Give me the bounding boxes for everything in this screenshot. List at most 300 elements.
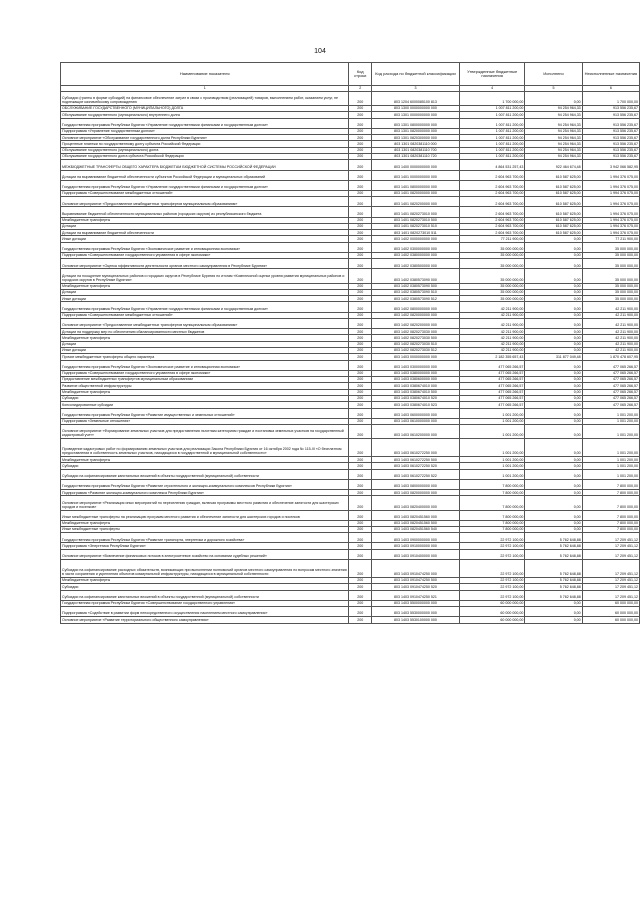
- row-line-code: 200: [349, 217, 372, 223]
- row-line-code: 200: [349, 526, 372, 532]
- row-unexecuted: 35 000 000,00: [582, 242, 639, 252]
- header-unexecuted: Неисполненные назначения: [582, 63, 639, 86]
- row-unexecuted: 17 209 451,12: [582, 590, 639, 600]
- row-executed: 0,00: [525, 236, 582, 242]
- table-row: [61, 180, 640, 190]
- row-name: Межбюджетные трансферты: [61, 389, 349, 395]
- row-classification-code: 803 1400 0000000000 000: [371, 160, 459, 170]
- row-unexecuted: 3 942 066 582,95: [582, 160, 639, 170]
- row-classification-code: 803 1403 0600000000 000: [371, 408, 459, 418]
- row-classification-code: 803 1403 0610272250 000: [371, 439, 459, 457]
- row-line-code: 200: [349, 584, 372, 590]
- row-unexecuted: 1 994 376 075,00: [582, 170, 639, 180]
- row-executed: 5 762 648,88: [525, 559, 582, 577]
- row-name: Субсидии: [61, 463, 349, 469]
- row-classification-code: 803 1401 0820273010 511: [371, 230, 459, 236]
- row-executed: 610 587 625,00: [525, 180, 582, 190]
- row-executed: 0,00: [525, 252, 582, 258]
- row-classification-code: 803 1301 0820300000 000: [371, 135, 459, 141]
- row-name: Субсидии (гранты в форме субсидий) на финансовое обеспечение затрат в связи с производством (реализацией) товаров, выполнением работ, оказанием услуг, не подлежащие казначейскому сопровождению: [61, 92, 349, 106]
- row-classification-code: 803 1403 0910474250 521: [371, 590, 459, 600]
- column-number: 2: [349, 86, 372, 92]
- column-number: 5: [525, 86, 582, 92]
- row-classification-code: 803 1403 5500000000 000: [371, 600, 459, 606]
- row-name: Подпрограмма «Управление государственным долгом»: [61, 128, 349, 134]
- row-name: Иные межбюджетные трансферты на реализацию программ местного развития и обеспечение занятости для шахтерских городов и поселков: [61, 510, 349, 520]
- row-name: Дотации: [61, 223, 349, 229]
- row-classification-code: 803 1403 0610000000 000: [371, 418, 459, 424]
- row-unexecuted: 35 000 000,00: [582, 252, 639, 258]
- row-line-code: 200: [349, 577, 372, 583]
- row-approved: 42 211 900,00: [459, 348, 524, 354]
- row-executed: 0,00: [525, 496, 582, 510]
- row-executed: 0,00: [525, 607, 582, 617]
- row-line-code: 200: [349, 289, 372, 295]
- row-approved: 2 604 963 700,00: [459, 180, 524, 190]
- row-line-code: 200: [349, 463, 372, 469]
- row-unexecuted: 1 994 376 075,00: [582, 197, 639, 207]
- row-approved: 477 065 266,57: [459, 377, 524, 383]
- row-approved: 477 065 266,57: [459, 360, 524, 370]
- row-approved: 7 800 000,00: [459, 510, 524, 520]
- row-approved: 77 211 900,00: [459, 236, 524, 242]
- row-name: Государственная программа Республики Бурятия «Экономическое развитие и инновационная экономика»: [61, 242, 349, 252]
- row-line-code: 200: [349, 296, 372, 302]
- row-executed: 0,00: [525, 425, 582, 439]
- row-line-code: 200: [349, 418, 372, 424]
- row-classification-code: 803 1402 0800000000 000: [371, 302, 459, 312]
- row-line-code: 200: [349, 389, 372, 395]
- row-name: Проведение кадастровых работ по формированию земельных участков для реализации Закона Республики Бурятия от 16 октября 2002 года № 115-III «О бесплатном предоставлении в собственность земельных участков, находящихся в государственной и муниципальной собственности»: [61, 439, 349, 457]
- row-unexecuted: 1 994 376 075,00: [582, 230, 639, 236]
- row-unexecuted: 913 556 235,67: [582, 154, 639, 160]
- row-line-code: 200: [349, 479, 372, 489]
- table-row: [61, 617, 640, 623]
- row-name: Основное мероприятие «Оценка эффективности деятельности органов местного самоуправления в Республике Бурятия»: [61, 259, 349, 269]
- table-row: [61, 408, 640, 418]
- row-line-code: 200: [349, 425, 372, 439]
- row-classification-code: 803 1402 0380573090 510: [371, 289, 459, 295]
- row-executed: 5 762 648,88: [525, 584, 582, 590]
- row-line-code: 200: [349, 490, 372, 496]
- row-executed: 0,00: [525, 520, 582, 526]
- row-executed: 0,00: [525, 318, 582, 328]
- row-name: Обслуживание государственного (муниципального) долга: [61, 147, 349, 153]
- row-unexecuted: 477 065 266,57: [582, 395, 639, 401]
- row-line-code: 200: [349, 92, 372, 106]
- row-executed: 0,00: [525, 617, 582, 623]
- row-classification-code: 803 1401 0000000000 000: [371, 170, 459, 180]
- row-executed: 94 254 964,33: [525, 128, 582, 134]
- row-executed: 0,00: [525, 510, 582, 520]
- row-executed: 0,00: [525, 312, 582, 318]
- table-row: [61, 197, 640, 207]
- row-name: Государственная программа Республики Бурятия «Управление государственными финансами и государственным долгом»: [61, 118, 349, 128]
- row-line-code: 200: [349, 135, 372, 141]
- row-approved: 2 604 963 700,00: [459, 207, 524, 217]
- row-classification-code: 803 1403 0910474250 000: [371, 559, 459, 577]
- row-classification-code: 803 1403 0610272250 520: [371, 463, 459, 469]
- row-unexecuted: 60 000 000,00: [582, 617, 639, 623]
- row-unexecuted: 7 800 000,00: [582, 510, 639, 520]
- row-classification-code: 803 1301 0000000000 000: [371, 112, 459, 118]
- row-approved: 1 700 000,00: [459, 92, 524, 106]
- row-executed: 5 762 648,88: [525, 533, 582, 543]
- row-name: Межбюджетные трансферты: [61, 335, 349, 341]
- row-unexecuted: 1 870 478 607,95: [582, 354, 639, 360]
- row-line-code: 200: [349, 457, 372, 463]
- row-unexecuted: 7 800 000,00: [582, 479, 639, 489]
- row-name: Основное мероприятие «Реализация иных мероприятий по переселению граждан, включая программы местного развития и обеспечение занятости для шахтерских городов и поселков»: [61, 496, 349, 510]
- row-approved: 1 007 811 200,00: [459, 141, 524, 147]
- row-line-code: 200: [349, 370, 372, 376]
- row-line-code: 200: [349, 520, 372, 526]
- table-row: [61, 170, 640, 180]
- table-row: [61, 118, 640, 128]
- table-body: [61, 92, 640, 624]
- row-name: Дотации на поддержку мер по обеспечению сбалансированности местных бюджетов: [61, 329, 349, 335]
- row-line-code: 200: [349, 106, 372, 112]
- row-approved: 22 972 100,00: [459, 549, 524, 559]
- row-name: Подпрограмма «Земельные отношения»: [61, 418, 349, 424]
- row-classification-code: 803 1403 0820400000 000: [371, 496, 459, 510]
- row-executed: 0,00: [525, 490, 582, 496]
- row-executed: 94 254 964,33: [525, 106, 582, 112]
- row-executed: 610 587 625,00: [525, 190, 582, 196]
- row-executed: 0,00: [525, 348, 582, 354]
- row-classification-code: 803 1402 0820000000 000: [371, 312, 459, 318]
- header-approved: Утвержденные бюджетные назначения: [459, 63, 524, 86]
- row-approved: 42 211 900,00: [459, 302, 524, 312]
- row-classification-code: 803 1403 0610200000 000: [371, 425, 459, 439]
- row-name: Дотации на выравнивание бюджетной обеспеченности субъектов Российской Федерации и муниципальных образований: [61, 170, 349, 180]
- row-unexecuted: 1 001 200,00: [582, 425, 639, 439]
- row-name: Основное мероприятие «Вовлечение финансовых потоков в электросетевое хозяйство на основании судебных решений»: [61, 549, 349, 559]
- row-classification-code: 803 1403 5530000000 000: [371, 607, 459, 617]
- row-line-code: 200: [349, 223, 372, 229]
- row-classification-code: 803 1403 0610272250 522: [371, 469, 459, 479]
- row-classification-code: 803 1403 0900000000 000: [371, 533, 459, 543]
- row-name: Основное мероприятие «Предоставление межбюджетных трансфертов муниципальным образованиям»: [61, 197, 349, 207]
- table-row: [61, 479, 640, 489]
- row-line-code: 200: [349, 318, 372, 328]
- row-approved: 1 001 200,00: [459, 439, 524, 457]
- row-unexecuted: 7 800 000,00: [582, 496, 639, 510]
- row-unexecuted: 1 994 376 075,00: [582, 207, 639, 217]
- row-line-code: 200: [349, 112, 372, 118]
- row-approved: 60 000 000,00: [459, 607, 524, 617]
- row-unexecuted: 1 001 200,00: [582, 408, 639, 418]
- row-name: Субсидии на софинансирование капитальных вложений в объекты государственной (муниципальной) собственности: [61, 469, 349, 479]
- row-line-code: 200: [349, 377, 372, 383]
- table-row: [61, 510, 640, 520]
- header-name: Наименование показателя: [61, 63, 349, 86]
- row-line-code: 200: [349, 383, 372, 389]
- row-approved: 2 604 963 700,00: [459, 190, 524, 196]
- row-unexecuted: 913 556 235,67: [582, 118, 639, 128]
- row-executed: 610 587 625,00: [525, 230, 582, 236]
- header-executed: Исполнено: [525, 63, 582, 86]
- table-row: [61, 259, 640, 269]
- row-unexecuted: 35 000 000,00: [582, 259, 639, 269]
- row-classification-code: 803 1403 0820451560 000: [371, 510, 459, 520]
- row-unexecuted: 35 000 000,00: [582, 269, 639, 283]
- row-line-code: 200: [349, 269, 372, 283]
- row-unexecuted: 1 001 200,00: [582, 463, 639, 469]
- row-approved: 7 800 000,00: [459, 479, 524, 489]
- row-name: Подпрограмма «Совершенствование государственного управления в сфере экономики»: [61, 252, 349, 258]
- row-approved: 7 800 000,00: [459, 496, 524, 510]
- row-classification-code: 803 1403 0910474250 500: [371, 577, 459, 583]
- row-classification-code: 803 1401 0820273010 510: [371, 223, 459, 229]
- row-name: Процентные платежи по государственному долгу субъекта Российской Федерации: [61, 141, 349, 147]
- row-executed: 0,00: [525, 457, 582, 463]
- row-name: Прочие межбюджетные трансферты общего характера: [61, 354, 349, 360]
- row-approved: 1 007 811 200,00: [459, 154, 524, 160]
- row-name: Государственная программа Республики Бурятия «Совершенствование государственного управления»: [61, 600, 349, 606]
- row-classification-code: 803 1403 0380600000 000: [371, 377, 459, 383]
- row-name: Межбюджетные трансферты: [61, 457, 349, 463]
- row-executed: 0,00: [525, 418, 582, 424]
- row-unexecuted: 913 556 235,67: [582, 147, 639, 153]
- row-line-code: 200: [349, 335, 372, 341]
- row-executed: 0,00: [525, 469, 582, 479]
- row-classification-code: 803 1403 0380674010 000: [371, 383, 459, 389]
- row-approved: 1 001 200,00: [459, 469, 524, 479]
- row-classification-code: 803 1403 0820000000 000: [371, 490, 459, 496]
- row-line-code: 200: [349, 617, 372, 623]
- row-unexecuted: 1 001 200,00: [582, 418, 639, 424]
- row-name: Дотации: [61, 341, 349, 347]
- row-unexecuted: 17 209 451,12: [582, 577, 639, 583]
- row-line-code: 200: [349, 312, 372, 318]
- row-approved: 477 065 266,57: [459, 402, 524, 408]
- row-classification-code: 803 1401 0820200000 000: [371, 197, 459, 207]
- row-approved: 477 065 266,57: [459, 395, 524, 401]
- row-name: Государственная программа Республики Бурятия «Экономическое развитие и инновационная экономика»: [61, 360, 349, 370]
- table-header-row: [61, 63, 640, 86]
- row-unexecuted: 477 065 266,57: [582, 360, 639, 370]
- row-approved: 22 972 100,00: [459, 543, 524, 549]
- row-line-code: 200: [349, 141, 372, 147]
- row-classification-code: 803 1301 0820381110 000: [371, 141, 459, 147]
- row-approved: 1 001 200,00: [459, 457, 524, 463]
- row-classification-code: 803 1403 0820451560 540: [371, 526, 459, 532]
- row-approved: 1 007 811 200,00: [459, 147, 524, 153]
- row-approved: 2 604 963 700,00: [459, 170, 524, 180]
- row-classification-code: 803 1403 0610272250 500: [371, 457, 459, 463]
- row-executed: 0,00: [525, 402, 582, 408]
- row-executed: 0,00: [525, 370, 582, 376]
- row-line-code: 200: [349, 154, 372, 160]
- row-name: Иные дотации: [61, 348, 349, 354]
- row-name: Субсидии на софинансирование расходных обязательств, возникающих при выполнении полномочий органов местного самоуправления по вопросам местного значения в части сохранения и укрепления объектов коммунальной инфраструктуры, находящихся в муниципальной собственности: [61, 559, 349, 577]
- row-approved: 35 000 000,00: [459, 269, 524, 283]
- row-executed: 0,00: [525, 479, 582, 489]
- row-line-code: 200: [349, 259, 372, 269]
- row-classification-code: 803 1403 0820451560 500: [371, 520, 459, 526]
- row-approved: 42 211 900,00: [459, 318, 524, 328]
- table-row: [61, 559, 640, 577]
- row-line-code: 200: [349, 600, 372, 606]
- row-classification-code: 803 1403 0800000000 000: [371, 479, 459, 489]
- row-unexecuted: 1 994 376 075,00: [582, 223, 639, 229]
- row-unexecuted: 1 994 376 075,00: [582, 217, 639, 223]
- row-classification-code: 803 1402 0380573090 500: [371, 283, 459, 289]
- row-unexecuted: 477 065 266,57: [582, 377, 639, 383]
- row-executed: 0,00: [525, 395, 582, 401]
- column-number: 6: [582, 86, 639, 92]
- table-row: [61, 439, 640, 457]
- row-approved: 35 000 000,00: [459, 242, 524, 252]
- row-executed: 0,00: [525, 92, 582, 106]
- row-classification-code: 803 1403 0910400000 000: [371, 549, 459, 559]
- row-classification-code: 803 1402 0380573090 000: [371, 269, 459, 283]
- row-unexecuted: 1 700 000,00: [582, 92, 639, 106]
- row-unexecuted: 42 211 900,00: [582, 335, 639, 341]
- row-line-code: 200: [349, 549, 372, 559]
- table-row: [61, 302, 640, 312]
- row-unexecuted: 913 556 235,67: [582, 112, 639, 118]
- row-approved: 1 007 811 200,00: [459, 112, 524, 118]
- row-name: Субсидии на софинансирование капитальных вложений в объекты государственной (муниципальной) собственности: [61, 590, 349, 600]
- row-classification-code: 803 1403 0000000000 000: [371, 354, 459, 360]
- row-line-code: 200: [349, 197, 372, 207]
- row-approved: 42 211 900,00: [459, 335, 524, 341]
- row-name: Подпрограмма «Совершенствование государственного управления в сфере экономики»: [61, 370, 349, 376]
- row-classification-code: 803 1301 0820381110 720: [371, 154, 459, 160]
- row-name: Государственная программа Республики Бурятия «Развитие транспорта, энергетики и дорожного хозяйства»: [61, 533, 349, 543]
- row-line-code: 200: [349, 510, 372, 520]
- row-approved: 2 604 963 700,00: [459, 197, 524, 207]
- row-classification-code: 803 1403 0300000000 000: [371, 360, 459, 370]
- row-unexecuted: 913 556 235,67: [582, 106, 639, 112]
- row-name: Иные межбюджетные трансферты: [61, 526, 349, 532]
- row-unexecuted: 35 000 000,00: [582, 296, 639, 302]
- row-approved: 1 007 811 200,00: [459, 106, 524, 112]
- row-line-code: 200: [349, 242, 372, 252]
- row-approved: 42 211 900,00: [459, 341, 524, 347]
- row-name: Субсидии: [61, 584, 349, 590]
- column-number: 3: [371, 86, 459, 92]
- row-executed: 0,00: [525, 463, 582, 469]
- row-name: Межбюджетные трансферты: [61, 577, 349, 583]
- row-line-code: 200: [349, 252, 372, 258]
- row-classification-code: 803 1401 0820273010 000: [371, 207, 459, 217]
- row-unexecuted: 42 211 900,00: [582, 318, 639, 328]
- row-name: Выравнивание бюджетной обеспеченности муниципальных районов (городских округов) из республиканского бюджета: [61, 207, 349, 217]
- row-name: Основное мероприятие «Предоставление межбюджетных трансфертов муниципальным образованиям»: [61, 318, 349, 328]
- row-unexecuted: 60 000 000,00: [582, 600, 639, 606]
- row-approved: 477 065 266,57: [459, 370, 524, 376]
- row-name: Обслуживание государственного (муниципального) внутреннего долга: [61, 112, 349, 118]
- row-unexecuted: 60 000 000,00: [582, 607, 639, 617]
- row-executed: 94 254 964,33: [525, 112, 582, 118]
- table-row: [61, 318, 640, 328]
- row-approved: 1 007 811 200,00: [459, 135, 524, 141]
- row-unexecuted: 7 800 000,00: [582, 520, 639, 526]
- row-classification-code: 803 1402 0820273030 000: [371, 329, 459, 335]
- row-unexecuted: 913 556 235,67: [582, 128, 639, 134]
- row-name: Межбюджетные трансферты: [61, 520, 349, 526]
- row-approved: 60 000 000,00: [459, 600, 524, 606]
- row-unexecuted: 35 000 000,00: [582, 283, 639, 289]
- row-classification-code: 803 1402 0380573090 512: [371, 296, 459, 302]
- row-classification-code: 803 1301 0820000000 000: [371, 128, 459, 134]
- row-unexecuted: 42 211 900,00: [582, 348, 639, 354]
- row-line-code: 200: [349, 341, 372, 347]
- row-name: Дотации на выравнивание бюджетной обеспеченности: [61, 230, 349, 236]
- table-row: [61, 242, 640, 252]
- row-classification-code: 803 1403 5530100000 000: [371, 617, 459, 623]
- row-approved: 35 000 000,00: [459, 289, 524, 295]
- row-executed: 0,00: [525, 600, 582, 606]
- row-name: Иные дотации: [61, 296, 349, 302]
- row-name: Государственная программа Республики Бурятия «Управление государственными финансами и государственным долгом»: [61, 180, 349, 190]
- row-executed: 5 762 648,88: [525, 590, 582, 600]
- row-executed: 5 762 648,88: [525, 549, 582, 559]
- row-name: Государственная программа Республики Бурятия «Развитие строительного и жилищно-коммунального комплексов Республики Бурятия»: [61, 479, 349, 489]
- row-executed: 5 762 648,88: [525, 543, 582, 549]
- row-classification-code: 803 1402 0820200000 000: [371, 318, 459, 328]
- row-executed: 94 254 964,33: [525, 154, 582, 160]
- row-executed: 0,00: [525, 296, 582, 302]
- row-executed: 0,00: [525, 335, 582, 341]
- table-row: [61, 269, 640, 283]
- row-executed: 922 464 674,48: [525, 160, 582, 170]
- row-unexecuted: 35 000 000,00: [582, 289, 639, 295]
- row-unexecuted: 477 065 266,57: [582, 370, 639, 376]
- row-line-code: 200: [349, 180, 372, 190]
- row-name: Иные дотации: [61, 236, 349, 242]
- row-classification-code: 803 1403 0380674010 500: [371, 389, 459, 395]
- table-row: [61, 607, 640, 617]
- row-executed: 0,00: [525, 289, 582, 295]
- row-executed: 94 254 964,33: [525, 147, 582, 153]
- row-executed: 311 877 049,48: [525, 354, 582, 360]
- row-approved: 1 007 811 200,00: [459, 128, 524, 134]
- row-executed: 0,00: [525, 259, 582, 269]
- table-row: [61, 496, 640, 510]
- row-approved: 2 604 963 700,00: [459, 223, 524, 229]
- row-line-code: 200: [349, 395, 372, 401]
- row-classification-code: 803 1403 0910474250 520: [371, 584, 459, 590]
- row-approved: 22 972 100,00: [459, 590, 524, 600]
- row-line-code: 200: [349, 207, 372, 217]
- row-unexecuted: 42 211 900,00: [582, 329, 639, 335]
- row-executed: 0,00: [525, 408, 582, 418]
- row-line-code: 200: [349, 230, 372, 236]
- row-line-code: 200: [349, 533, 372, 543]
- row-line-code: 200: [349, 329, 372, 335]
- row-line-code: 200: [349, 439, 372, 457]
- table-row: [61, 160, 640, 170]
- row-executed: 0,00: [525, 242, 582, 252]
- row-approved: 2 182 355 657,43: [459, 354, 524, 360]
- row-approved: 35 000 000,00: [459, 296, 524, 302]
- row-line-code: 200: [349, 302, 372, 312]
- row-line-code: 200: [349, 190, 372, 196]
- row-approved: 22 972 100,00: [459, 577, 524, 583]
- header-code: Код строки: [349, 63, 372, 86]
- row-unexecuted: 7 800 000,00: [582, 490, 639, 496]
- row-classification-code: 803 1301 0800000000 000: [371, 118, 459, 128]
- row-unexecuted: 17 209 451,12: [582, 584, 639, 590]
- row-classification-code: 803 1402 0820273030 500: [371, 335, 459, 341]
- row-line-code: 200: [349, 170, 372, 180]
- row-line-code: 200: [349, 543, 372, 549]
- row-line-code: 200: [349, 348, 372, 354]
